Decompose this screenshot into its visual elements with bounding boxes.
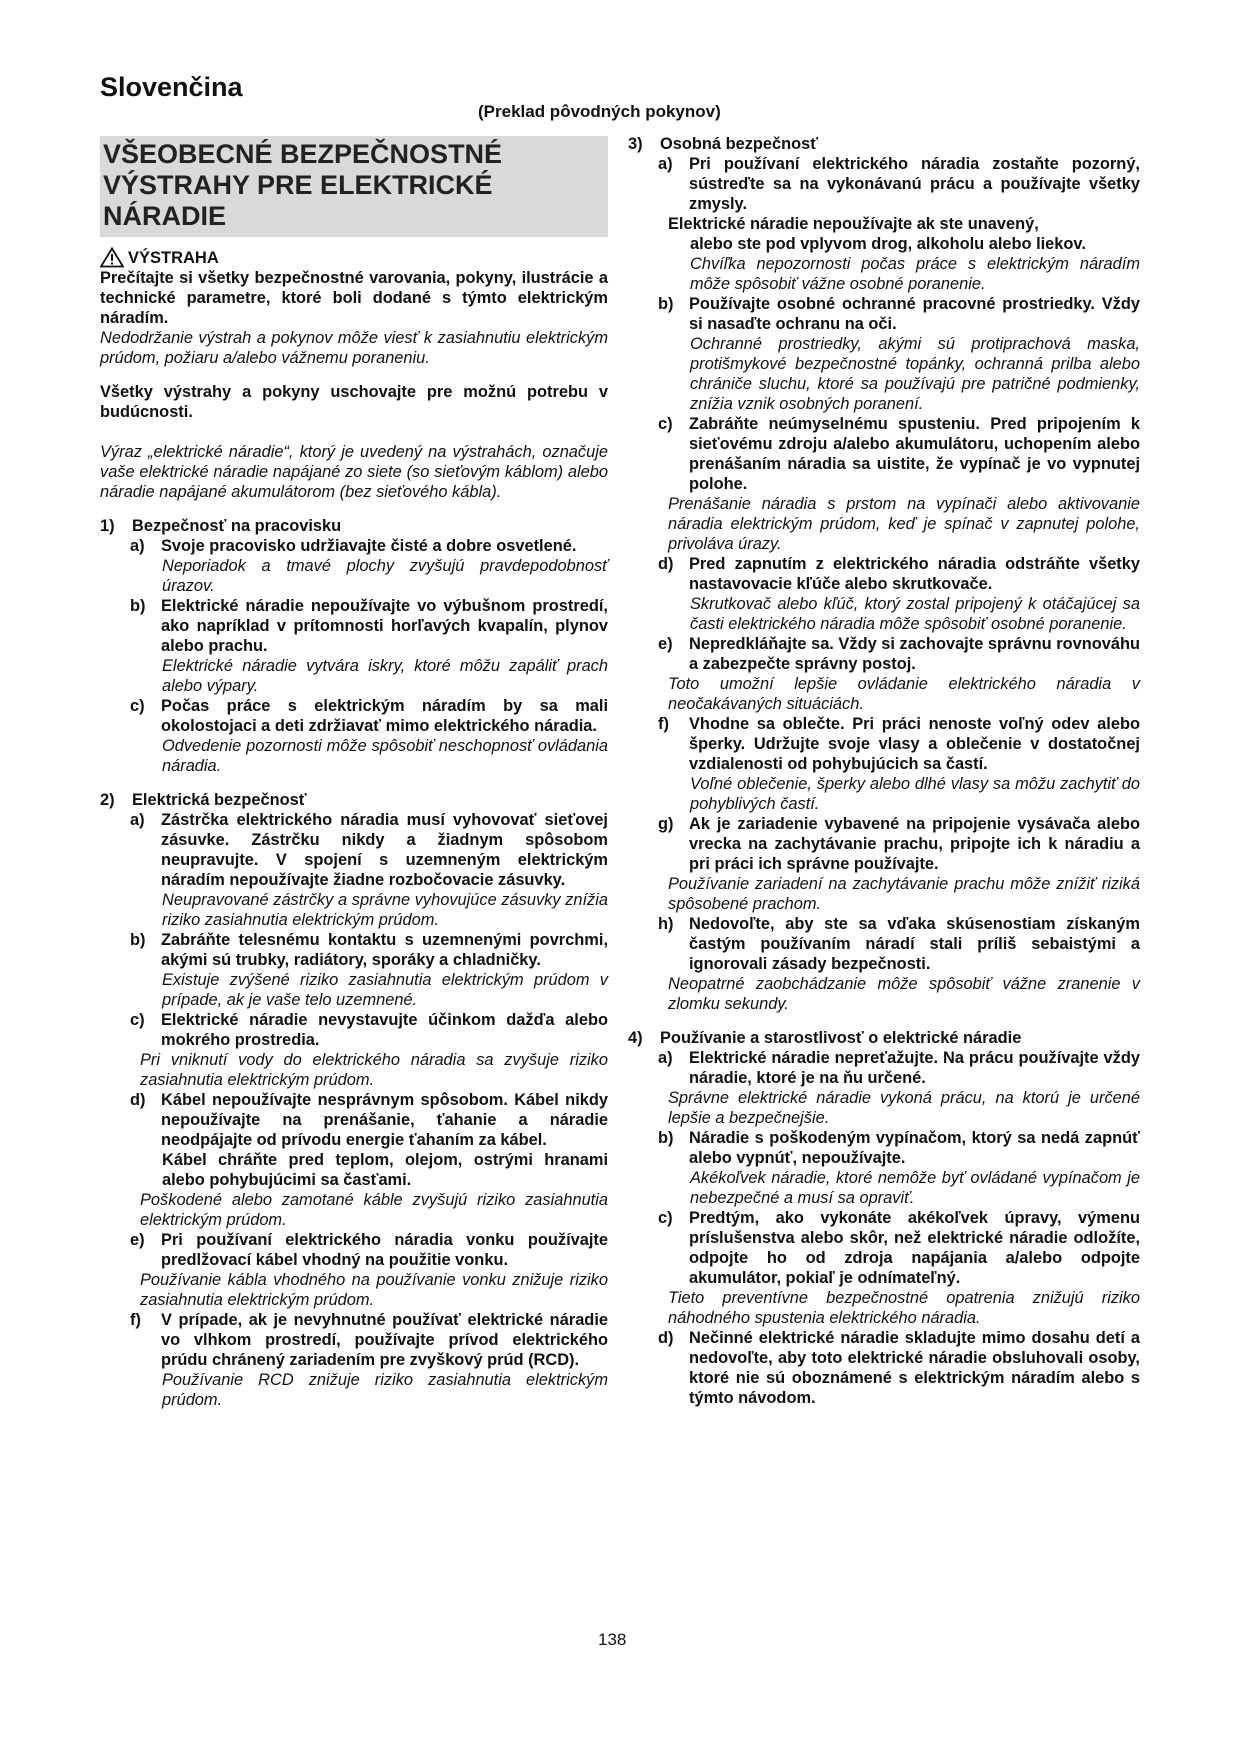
item-letter: a) xyxy=(658,155,673,173)
section-title: Osobná bezpečnosť xyxy=(660,135,819,153)
item-letter: d) xyxy=(658,1329,674,1347)
item-instruction: Elektrické náradie nepreťažujte. Na prácu používajte vždy náradie, ktoré je na ňu určené. xyxy=(689,1049,1140,1087)
item-instruction: Kábel nepoužívajte nesprávnym spôsobom. Kábel nikdy nepoužívajte na prenášanie, ťahanie a náradie neodpájajte od prívodu energie ťahaním za kábel. xyxy=(161,1091,608,1149)
item-note: Neopatrné zaobchádzanie môže spôsobiť vážne zranenie v zlomku sekundy. xyxy=(668,975,1140,1013)
list-item xyxy=(658,154,1140,214)
item-instruction: Nečinné elektrické náradie skladujte mimo dosahu detí a nedovoľte, aby toto elektrické náradie obsluhovali osoby, ktoré nie sú oboznámené s elektrickým náradím alebo s týmto návodom. xyxy=(689,1329,1140,1407)
list-item xyxy=(658,914,1140,974)
intro-read-all: Prečítajte si všetky bezpečnostné varovania, pokyny, ilustrácie a technické parametre, ktoré boli dodané s týmto elektrickým náradím. xyxy=(100,269,608,327)
item-instruction: Pri používaní elektrického náradia zostaňte pozorný, sústreďte sa na vykonávanú prácu a používajte všetky zmysly. xyxy=(689,155,1140,213)
section-number: 4) xyxy=(628,1029,643,1047)
item-instruction: Pri používaní elektrického náradia vonku používajte predlžovací kábel vhodný na použitie vonku. xyxy=(161,1231,608,1269)
list-item xyxy=(130,596,608,656)
item-instruction: Predtým, ako vykonáte akékoľvek úpravy, výmenu príslušenstva alebo skôr, než elektrické náradie odložíte, odpojte ho od zdroja napájania a/alebo odpojte akumulátor, pokiaľ je odnímateľný. xyxy=(689,1209,1140,1287)
section-3-heading xyxy=(628,134,1140,154)
translation-subtitle: (Preklad pôvodných pokynov) xyxy=(478,102,721,121)
list-item xyxy=(658,414,1140,494)
language-heading: Slovenčina xyxy=(100,72,243,102)
item-letter: c) xyxy=(130,1011,145,1029)
section-number: 2) xyxy=(100,791,115,809)
section-title: Bezpečnosť na pracovisku xyxy=(132,517,342,535)
list-item xyxy=(130,1310,608,1370)
item-instruction: Používajte osobné ochranné pracovné prostriedky. Vždy si nasaďte ochranu na oči. xyxy=(689,295,1140,333)
list-item xyxy=(130,696,608,736)
item-note: Voľné oblečenie, šperky alebo dlhé vlasy sa môžu zachytiť do pohyblivých častí. xyxy=(690,775,1140,813)
item-letter: a) xyxy=(130,811,145,829)
item-note: Správne elektrické náradie vykoná prácu, na ktorú je určené lepšie a bezpečnejšie. xyxy=(668,1089,1140,1127)
list-item xyxy=(130,810,608,890)
intro-definition: Výraz „elektrické náradie“, ktorý je uvedený na výstrahách, označuje vaše elektrické náradie napájané zo siete (so sieťovým káblom) alebo náradie napájané akumulátorom (bez sieťového kábla). xyxy=(100,443,608,501)
item-instruction: Pred zapnutím z elektrického náradia odstráňte všetky nastavovacie kľúče alebo skrutkovače. xyxy=(689,555,1140,593)
section-2-heading xyxy=(100,790,608,810)
item-instruction: Svoje pracovisko udržiavajte čisté a dobre osvetlené. xyxy=(161,537,577,555)
list-item xyxy=(658,1128,1140,1168)
item-letter: e) xyxy=(658,635,673,653)
item-note: Používanie RCD znižuje riziko zasiahnutia elektrickým prúdom. xyxy=(162,1371,608,1409)
item-instruction: Počas práce s elektrickým náradím by sa mali okolostojaci a deti zdržiavať mimo elektrického náradia. xyxy=(161,697,608,735)
item-letter: d) xyxy=(130,1091,146,1109)
list-item xyxy=(130,536,608,556)
list-item xyxy=(658,714,1140,774)
item-letter: c) xyxy=(658,1209,673,1227)
item-instruction: Zabráňte telesnému kontaktu s uzemnenými povrchmi, akými sú trubky, radiátory, sporáky a chladničky. xyxy=(161,931,608,969)
item-instruction: Elektrické náradie nepoužívajte vo výbušnom prostredí, ako napríklad v prítomnosti horľavých kvapalín, plynov alebo prachu. xyxy=(161,597,608,655)
section-number: 3) xyxy=(628,135,643,153)
item-letter: b) xyxy=(658,1129,674,1147)
right-column xyxy=(628,134,1140,1408)
item-instruction: Elektrické náradie nevystavujte účinkom dažďa alebo mokrého prostredia. xyxy=(161,1011,608,1049)
list-item xyxy=(658,1328,1140,1408)
left-column xyxy=(100,136,608,1410)
page-title: VŠEOBECNÉ BEZPEČNOSTNÉ VÝSTRAHY PRE ELEKTRICKÉ NÁRADIE xyxy=(100,136,608,237)
item-instruction: Náradie s poškodeným vypínačom, ktorý sa nedá zapnúť alebo vypnúť, nepoužívajte. xyxy=(689,1129,1140,1167)
item-note: Prenášanie náradia s prstom na vypínači alebo aktivovanie náradia elektrickým prúdom, keď je spínač v zapnutej polohe, privoláva úrazy. xyxy=(668,495,1140,553)
list-item xyxy=(658,634,1140,674)
item-instruction: Nedovoľte, aby ste sa vďaka skúsenostiam získaným častým používaním náradí stali príliš sebaistými a ignorovali zásady bezpečnosti. xyxy=(689,915,1140,973)
item-letter: f) xyxy=(658,715,669,733)
intro-consequence: Nedodržanie výstrah a pokynov môže viesť k zasiahnutiu elektrickým prúdom, požiaru a/alebo vážnemu poraneniu. xyxy=(100,329,608,367)
item-letter: c) xyxy=(130,697,145,715)
item-note: Elektrické náradie vytvára iskry, ktoré môžu zapáliť prach alebo výpary. xyxy=(162,657,608,695)
item-instruction-extra: Elektrické náradie nepoužívajte ak ste unavený, xyxy=(668,215,1039,233)
item-letter: b) xyxy=(130,597,146,615)
list-item xyxy=(658,1048,1140,1088)
list-item xyxy=(658,1208,1140,1288)
section-title: Používanie a starostlivosť o elektrické náradie xyxy=(660,1029,1022,1047)
item-instruction-extra: Kábel chráňte pred teplom, olejom, ostrými hranami alebo pohybujúcimi sa časťami. xyxy=(162,1151,608,1189)
list-item xyxy=(130,1230,608,1270)
item-instruction: Vhodne sa oblečte. Pri práci nenoste voľný odev alebo šperky. Udržujte svoje vlasy a oblečenie v dostatočnej vzdialenosti od pohybujúcich sa častí. xyxy=(689,715,1140,773)
section-number: 1) xyxy=(100,517,115,535)
item-instruction: Nepredkláňajte sa. Vždy si zachovajte správnu rovnováhu a zabezpečte správny postoj. xyxy=(689,635,1140,673)
warning-label: VÝSTRAHA xyxy=(128,248,219,267)
item-note: Neupravované zástrčky a správne vyhovujúce zásuvky znížia riziko zasiahnutia elektrickým prúdom. xyxy=(162,891,608,929)
item-letter: a) xyxy=(130,537,145,555)
item-letter: a) xyxy=(658,1049,673,1067)
item-note: Tieto preventívne bezpečnostné opatrenia znižujú riziko náhodného spustenia elektrického náradia. xyxy=(668,1289,1140,1327)
item-letter: c) xyxy=(658,415,673,433)
item-instruction: Zástrčka elektrického náradia musí vyhovovať sieťovej zásuvke. Zástrčku nikdy a žiadnym spôsobom neupravujte. V spojení s uzemneným elektrickým náradím nepoužívajte žiadne rozbočovacie zásuvky. xyxy=(161,811,608,889)
item-note: Skrutkovač alebo kľúč, ktorý zostal pripojený k otáčajúcej sa časti elektrického náradia môže spôsobiť osobné poranenie. xyxy=(690,595,1140,633)
item-note: Poškodené alebo zamotané káble zvyšujú riziko zasiahnutia elektrickým prúdom. xyxy=(140,1191,608,1229)
item-note: Používanie zariadení na zachytávanie prachu môže znížiť riziká spôsobené prachom. xyxy=(668,875,1140,913)
list-item xyxy=(658,814,1140,874)
list-item xyxy=(130,1010,608,1050)
item-note: Chvíľka nepozornosti počas práce s elektrickým náradím môže spôsobiť vážne osobné poranenie. xyxy=(690,255,1140,293)
item-letter: f) xyxy=(130,1311,141,1329)
item-letter: d) xyxy=(658,555,674,573)
warning-heading xyxy=(100,247,608,268)
list-item xyxy=(130,1090,608,1150)
item-letter: g) xyxy=(658,815,674,833)
item-instruction-extra: alebo ste pod vplyvom drog, alkoholu alebo liekov. xyxy=(690,235,1086,253)
page-number: 138 xyxy=(598,1630,627,1649)
item-letter: b) xyxy=(130,931,146,949)
item-instruction: Ak je zariadenie vybavené na pripojenie vysávača alebo vrecka na zachytávanie prachu, pripojte ich k náradiu a pri práci ich správne používajte. xyxy=(689,815,1140,873)
item-note: Ochranné prostriedky, akými sú protiprachová maska, protišmykové bezpečnostné topánky, ochranná prilba alebo chrániče sluchu, ktoré sa používajú pre patričné podmienky, znížia vznik osobných poranení. xyxy=(690,335,1140,413)
list-item xyxy=(658,294,1140,334)
list-item xyxy=(658,554,1140,594)
list-item xyxy=(130,930,608,970)
item-note: Odvedenie pozornosti môže spôsobiť neschopnosť ovládania náradia. xyxy=(162,737,608,775)
item-note: Toto umožní lepšie ovládanie elektrického náradia v neočakávaných situáciách. xyxy=(668,675,1140,713)
item-note: Pri vniknutí vody do elektrického náradia sa zvyšuje riziko zasiahnutia elektrickým prúdom. xyxy=(140,1051,608,1089)
section-title: Elektrická bezpečnosť xyxy=(132,791,307,809)
intro-keep: Všetky výstrahy a pokyny uschovajte pre možnú potrebu v budúcnosti. xyxy=(100,383,608,421)
item-note: Používanie kábla vhodného na používanie vonku znižuje riziko zasiahnutia elektrickým prúdom. xyxy=(140,1271,608,1309)
section-1-heading xyxy=(100,516,608,536)
warning-triangle-icon xyxy=(100,247,124,268)
item-letter: e) xyxy=(130,1231,145,1249)
item-note: Neporiadok a tmavé plochy zvyšujú pravdepodobnosť úrazov. xyxy=(162,557,608,595)
item-note: Akékoľvek náradie, ktoré nemôže byť ovládané vypínačom je nebezpečné a musí sa opraviť. xyxy=(690,1169,1140,1207)
item-instruction: V prípade, ak je nevyhnutné používať elektrické náradie vo vlhkom prostredí, používajte prívod elektrického prúdu chránený zariadením pre zvyškový prúd (RCD). xyxy=(161,1311,608,1369)
item-letter: b) xyxy=(658,295,674,313)
item-note: Existuje zvýšené riziko zasiahnutia elektrickým prúdom v prípade, ak je vaše telo uzemnené. xyxy=(162,971,608,1009)
item-instruction: Zabráňte neúmyselnému spusteniu. Pred pripojením k sieťovému zdroju a/alebo akumulátoru, uchopením alebo prenášaním náradia sa uistite, že vypínač je vo vypnutej polohe. xyxy=(689,415,1140,493)
item-letter: h) xyxy=(658,915,674,933)
section-4-heading xyxy=(628,1028,1140,1048)
